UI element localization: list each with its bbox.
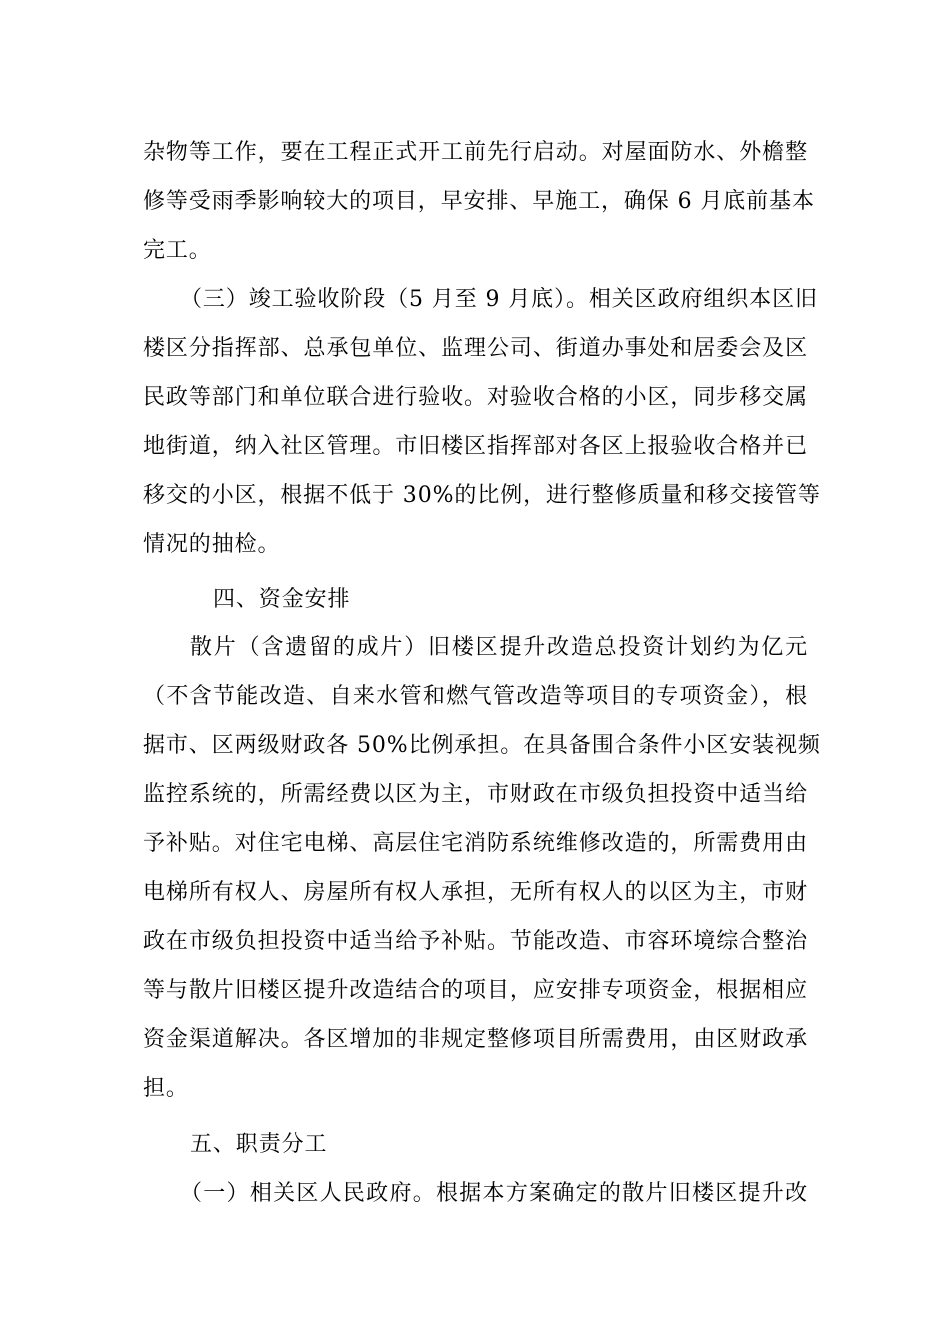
body-text-line: 等与散片旧楼区提升改造结合的项目，应安排专项资金，根据相应 — [143, 978, 808, 1003]
body-text-line: 完工。 — [143, 238, 212, 263]
body-text-line: 担。 — [143, 1076, 189, 1101]
body-text-line: 情况的抽检。 — [143, 532, 281, 557]
body-text-line: 杂物等工作，要在工程正式开工前先行启动。对屋面防水、外檐整 — [143, 140, 808, 165]
body-text-line: 修等受雨季影响较大的项目，早安排、早施工，确保 6 月底前基本 — [143, 189, 815, 214]
body-text-line: 据市、区两级财政各 50%比例承担。在具备围合条件小区安装视频 — [143, 733, 821, 758]
subsection-heading-line: （三）竣工验收阶段（5 月至 9 月底）。相关区政府组织本区旧 — [180, 287, 818, 312]
body-text-line: 政在市级负担投资中适当给予补贴。节能改造、市容环境综合整治 — [143, 929, 808, 954]
body-text-line: 移交的小区，根据不低于 30%的比例，进行整修质量和移交接管等 — [143, 483, 821, 508]
body-text-line: 监控系统的，所需经费以区为主，市财政在市级负担投资中适当给 — [143, 782, 808, 807]
section-heading: 四、资金安排 — [213, 587, 351, 612]
subsection-heading-line: （一）相关区人民政府。根据本方案确定的散片旧楼区提升改 — [180, 1181, 808, 1206]
body-text-line: 楼区分指挥部、总承包单位、监理公司、街道办事处和居委会及区 — [143, 336, 808, 361]
body-text-line: 资金渠道解决。各区增加的非规定整修项目所需费用，由区财政承 — [143, 1027, 808, 1052]
body-text-line: 予补贴。对住宅电梯、高层住宅消防系统维修改造的，所需费用由 — [143, 831, 808, 856]
body-text-line: 散片（含遗留的成片）旧楼区提升改造总投资计划约为亿元 — [190, 635, 808, 660]
body-text-line: 地街道，纳入社区管理。市旧楼区指挥部对各区上报验收合格并已 — [143, 434, 808, 459]
section-heading: 五、职责分工 — [190, 1132, 328, 1157]
body-text-line: 电梯所有权人、房屋所有权人承担，无所有权人的以区为主，市财 — [143, 880, 808, 905]
body-text-line: 民政等部门和单位联合进行验收。对验收合格的小区，同步移交属 — [143, 385, 808, 410]
body-text-line: （不含节能改造、自来水管和燃气管改造等项目的专项资金），根 — [143, 684, 808, 709]
